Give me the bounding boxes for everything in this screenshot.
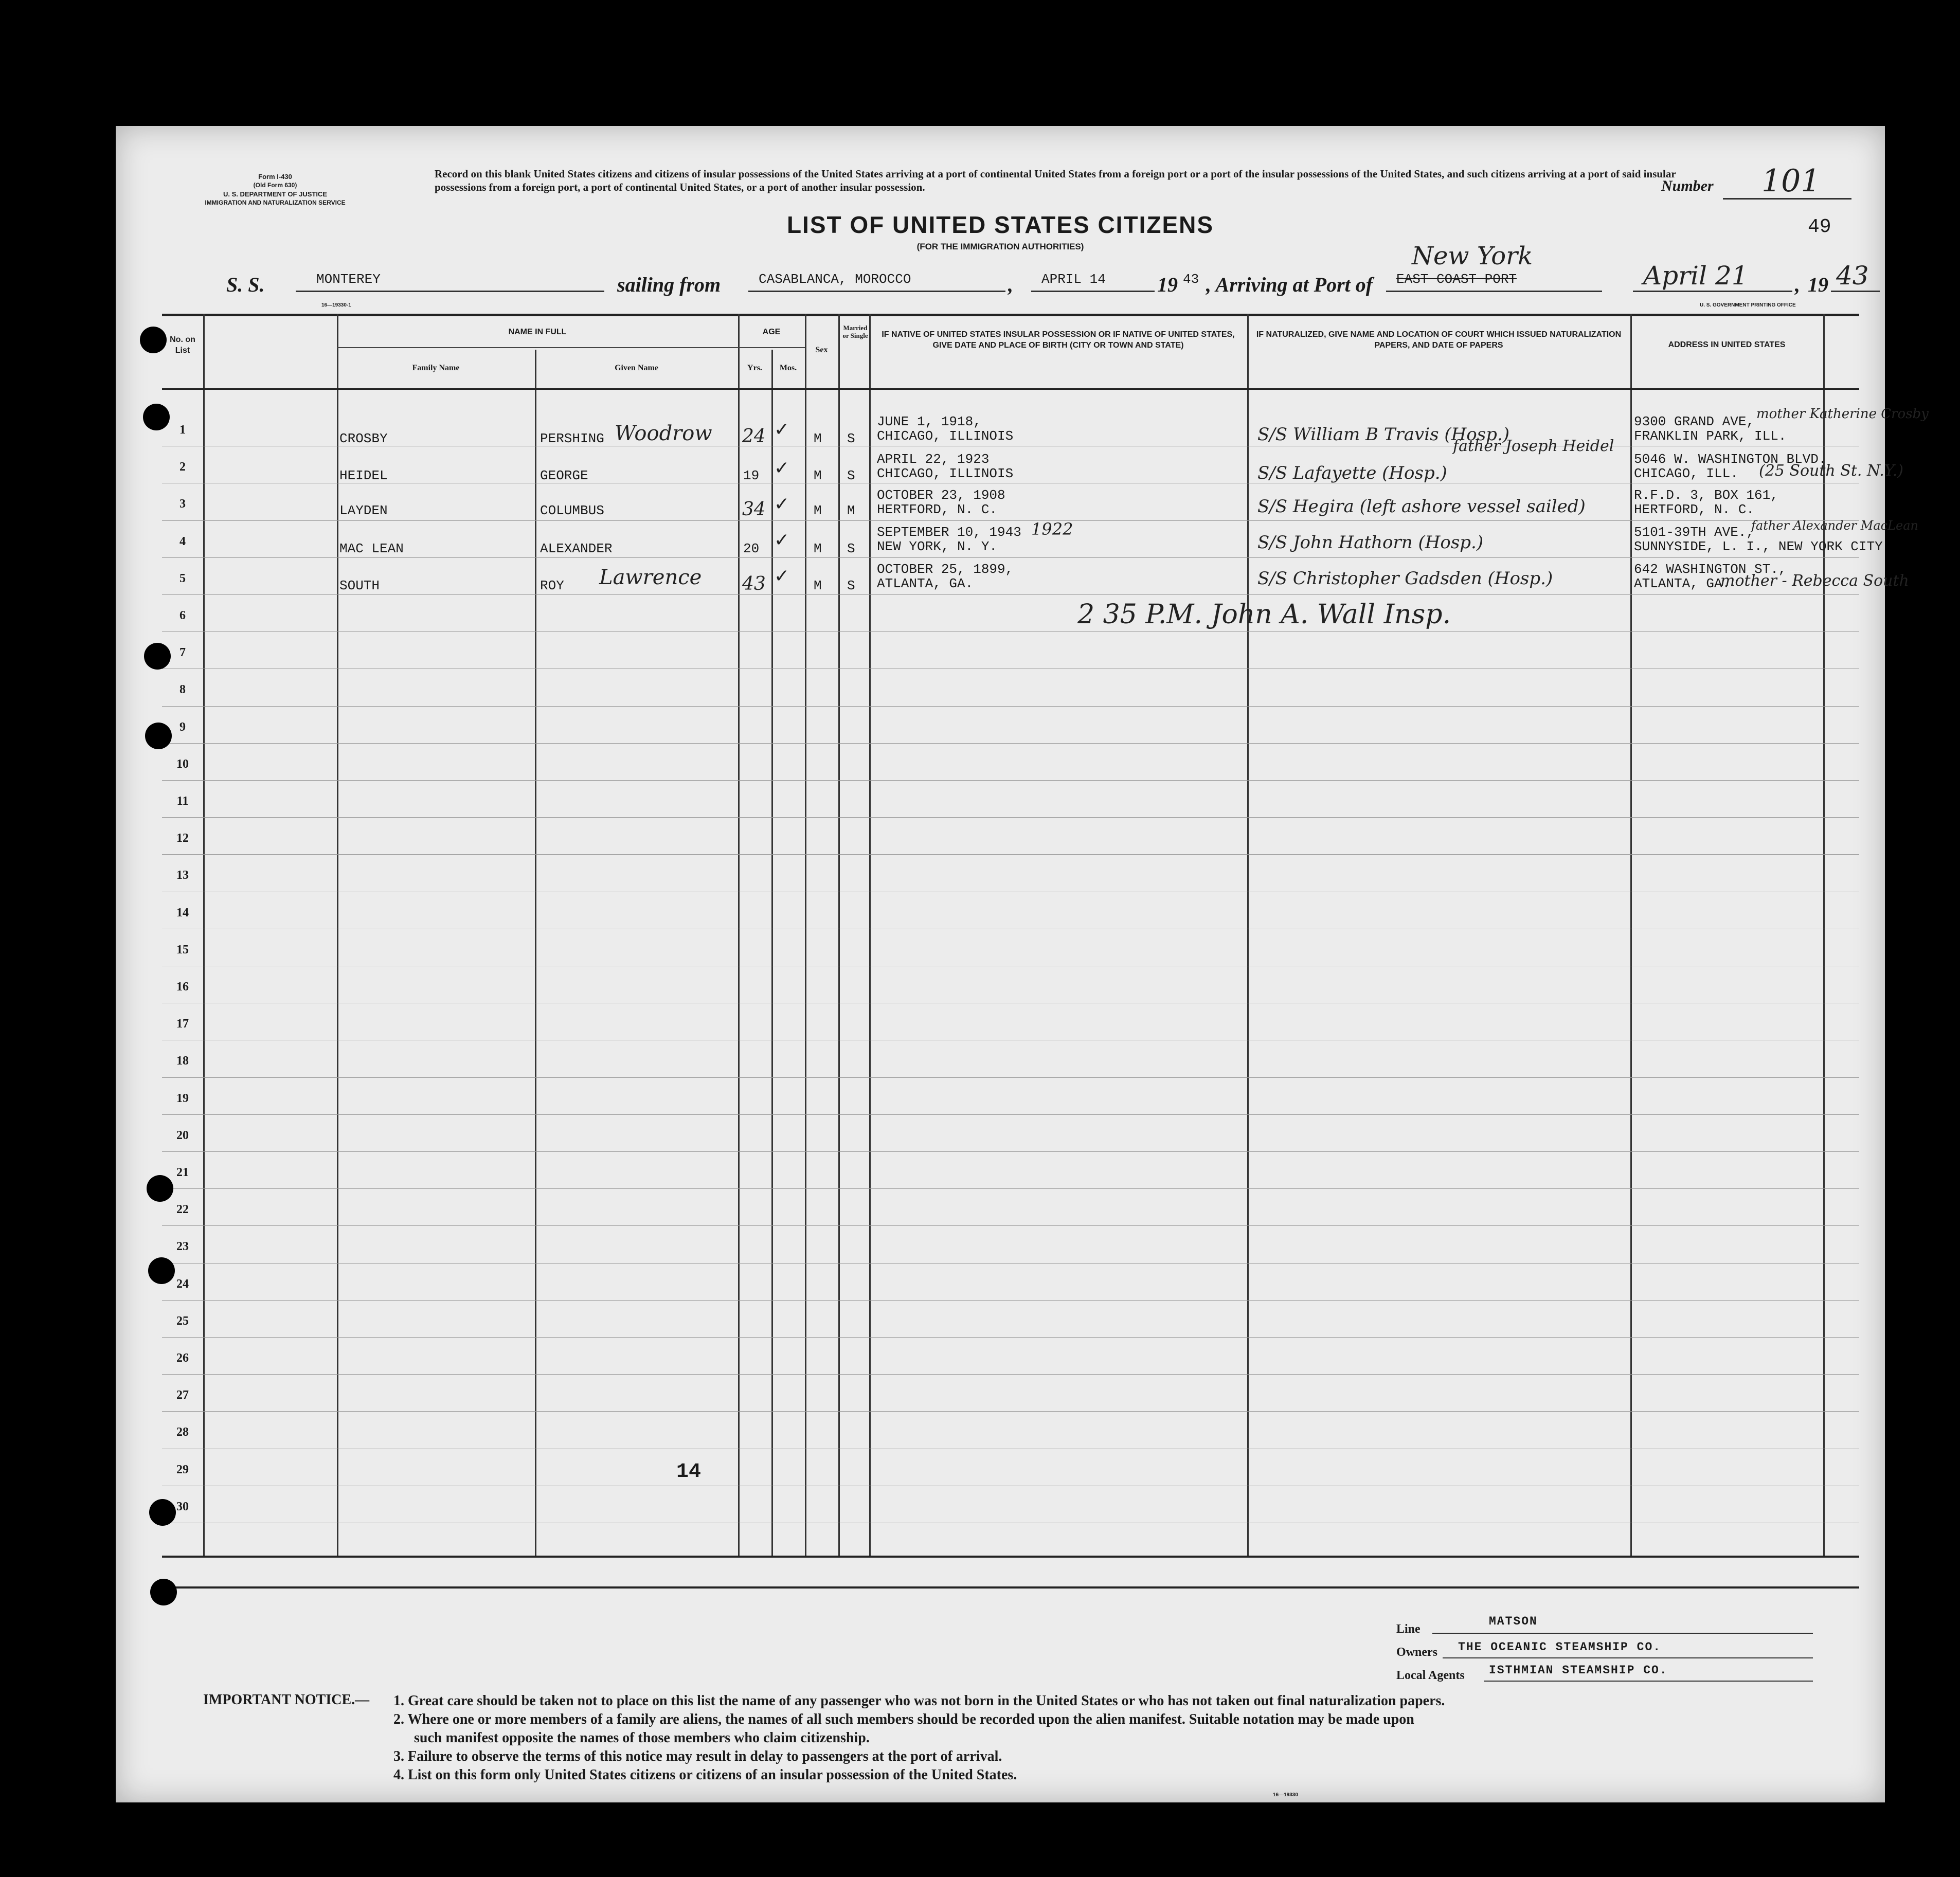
naturalization-note: S/S Lafayette (Hosp.) bbox=[1257, 463, 1447, 483]
check-mark-icon: ✓ bbox=[774, 566, 790, 587]
notice-item-4: 4. List on this form only United States citizens or citizens of an insular possession of the United States. bbox=[393, 1767, 1017, 1783]
row-number: 1 bbox=[179, 423, 186, 437]
row-rule bbox=[162, 1374, 1859, 1375]
page-title: LIST OF UNITED STATES CITIZENS bbox=[786, 211, 1214, 238]
agents-value: ISTHMIAN STEAMSHIP CO. bbox=[1489, 1664, 1668, 1677]
birth-place: HERTFORD, N. C. bbox=[877, 502, 998, 517]
row-number: 26 bbox=[176, 1351, 189, 1365]
header-given-name: Given Name bbox=[615, 364, 658, 372]
header-address: ADDRESS IN UNITED STATES bbox=[1668, 340, 1786, 349]
passenger-table bbox=[162, 314, 1929, 1586]
birth-date: OCTOBER 23, 1908 bbox=[877, 488, 1005, 503]
birth-place: ATLANTA, GA. bbox=[877, 576, 974, 591]
marital-status: S bbox=[847, 541, 855, 556]
sex: M bbox=[814, 578, 822, 593]
marital-status: S bbox=[847, 431, 855, 446]
birth-place: CHICAGO, ILLINOIS bbox=[877, 466, 1014, 481]
port-typed: EAST COAST PORT bbox=[1396, 272, 1517, 287]
header-naturalized: IF NATURALIZED, GIVE NAME AND LOCATION OF COURT WHICH ISSUED NATURALIZATION PAPERS, AND DATE OF PAPERS bbox=[1256, 330, 1622, 350]
marital-status: S bbox=[847, 468, 855, 483]
row-rule bbox=[162, 1263, 1859, 1264]
number-label: Number bbox=[1661, 177, 1714, 194]
row-number: 24 bbox=[176, 1277, 189, 1291]
address-line-1: R.F.D. 3, BOX 161, bbox=[1634, 488, 1778, 503]
row-number: 6 bbox=[179, 609, 186, 622]
header-sex: Sex bbox=[815, 346, 828, 354]
row-rule bbox=[162, 817, 1859, 818]
given-name: PERSHING bbox=[540, 431, 604, 446]
row-number: 10 bbox=[176, 757, 189, 771]
row-rule bbox=[162, 1337, 1859, 1338]
given-name: COLUMBUS bbox=[540, 503, 604, 518]
check-mark-icon: ✓ bbox=[774, 494, 790, 515]
sex: M bbox=[814, 541, 822, 556]
row-number: 30 bbox=[176, 1500, 189, 1513]
notice-item-2-cont: such manifest opposite the names of those members who claim citizenship. bbox=[414, 1730, 870, 1746]
sex: M bbox=[814, 468, 822, 483]
notice-item-1: 1. Great care should be taken not to place on this list the name of any passenger who was not born in the United States or who has not taken out final naturalization papers. bbox=[393, 1693, 1445, 1709]
notice-title: IMPORTANT NOTICE.— bbox=[203, 1692, 370, 1708]
number-value: 101 bbox=[1761, 163, 1821, 199]
punch-hole bbox=[148, 1257, 175, 1284]
check-mark-icon: ✓ bbox=[774, 458, 790, 479]
inspector-signature: 2 35 P.M. John A. Wall Insp. bbox=[1077, 599, 1451, 630]
row-number: 23 bbox=[176, 1240, 189, 1254]
row-number: 18 bbox=[176, 1054, 189, 1068]
naturalization-note: S/S Hegira (left ashore vessel sailed) bbox=[1257, 496, 1586, 517]
family-name: CROSBY bbox=[339, 431, 388, 446]
page-subtitle: (FOR THE IMMIGRATION AUTHORITIES) bbox=[916, 242, 1084, 251]
row-number: 22 bbox=[176, 1203, 189, 1217]
row-rule bbox=[162, 1188, 1859, 1189]
intro-text: Record on this blank United States citizens and citizens of insular possessions of the United States arriving at a port of continental United States from a foreign port or a port of the insular possessions of the United States, and such citizens arriving at a port of said insular possessions from a foreign port, a port of continental United States, or a port of another insular possession. bbox=[435, 168, 1676, 193]
address-handwritten-note: mother Katherine Crosby bbox=[1756, 406, 1929, 422]
header-family-name: Family Name bbox=[412, 364, 460, 372]
age-years: 43 bbox=[742, 573, 766, 594]
arrival-year-prefix: 19 bbox=[1808, 273, 1828, 296]
address-line-2: HERTFORD, N. C. bbox=[1634, 502, 1755, 517]
owners-label: Owners bbox=[1396, 1646, 1437, 1659]
address-line-1: 9300 GRAND AVE, bbox=[1634, 414, 1755, 429]
page-stamp: 49 bbox=[1808, 216, 1831, 238]
row-rule bbox=[162, 631, 1859, 632]
check-mark-icon: ✓ bbox=[774, 419, 790, 440]
line-label: Line bbox=[1396, 1622, 1420, 1636]
birth-year-correction: 1922 bbox=[1031, 519, 1073, 539]
row-rule bbox=[162, 1300, 1859, 1301]
punch-hole bbox=[143, 404, 170, 430]
service-name: IMMIGRATION AND NATURALIZATION SERVICE bbox=[205, 199, 346, 206]
notice-code: 16—19330 bbox=[1273, 1792, 1298, 1798]
naturalization-note: S/S Christopher Gadsden (Hosp.) bbox=[1257, 568, 1553, 589]
row-number: 14 bbox=[176, 906, 189, 919]
row-rule bbox=[162, 706, 1859, 707]
row-number: 7 bbox=[179, 646, 186, 660]
sex: M bbox=[814, 503, 822, 518]
punch-hole bbox=[149, 1499, 176, 1526]
row-rule bbox=[162, 1151, 1859, 1152]
birth-place: NEW YORK, N. Y. bbox=[877, 539, 998, 554]
given-name: ALEXANDER bbox=[540, 541, 613, 556]
address-line-1: 5101-39TH AVE., bbox=[1634, 525, 1755, 540]
row-rule bbox=[162, 780, 1859, 781]
row-number: 19 bbox=[176, 1091, 189, 1105]
row-rule bbox=[162, 520, 1859, 521]
naturalization-note: S/S John Hathorn (Hosp.) bbox=[1257, 532, 1484, 553]
arrival-date: April 21 bbox=[1643, 261, 1748, 291]
notice-items bbox=[393, 1692, 1885, 1784]
agents-label: Local Agents bbox=[1396, 1669, 1465, 1682]
header-name-in-full: NAME IN FULL bbox=[508, 328, 567, 336]
manifest-page: Form I-430 (Old Form 630) U. S. DEPARTMENT OF JUSTICE IMMIGRATION AND NATURALIZATION SERVICE Record on this blank United States citizens and citizens of insular possessions of the United States arriving at a port of continental United States from a foreign port or a port of the insular possessions of the United States, and such citizens arriving at a port of said insular possessions from a foreign port, a port of continental United States, or a port of another insular possession. Number 101 49 LIST OF UNITED STATES CITIZENS (FOR THE IMMIGRATION AUTHORITIES) S. S. MONTEREY sailing from CASABLANCA, MOROCCO , APRIL 14 19 43 , Arriving at Port of EAST COAST PORT New York April 21 , 19 43 16—19330-1 U. S. GOVERNMENT PRINTING OFFICE No. on List NAME IN FULL Family Name Given Name AGE Yrs. Mos. Sex Married or Single IF NATIVE OF UNITED STATES INSULAR POSSESSION OR IF NATIVE OF UNITED STATES, GIVE DATE AND PLACE OF BIRTH (CITY OR TOWN AND STATE) IF NATURALIZED, GIVE NAME AND LOCATION OF COURT WHICH ISSUED NATURALIZATION PAPERS, AND DATE OF PAPERS ADDRESS IN UNITED STATES 1 2 3 4 5 6 7 8 9 10 11 12 13 14 15 16 17 18 19 20 21 22 23 24 25 26 27 28 29 30 CROSBY PERSHING Woodrow 24 ✓ M S JUNE 1, 1918, CHICAGO, ILLINOIS S/S William B Travis (Hosp.) 9300 GRAND AVE, mother Katherine Crosby FRANKLIN PARK, ILL. HEIDEL GEORGE 19 ✓ M S APRIL 22, 1923 CHICAGO, ILLINOIS S/S Lafayette (Hosp.) 5046 W. WASHINGTON BLVD. father Joseph Heidel CHICAGO, ILL. (25 South St. N.Y.) LAYDEN COLUMBUS 34 ✓ M M OCTOBER 23, 1908 HERTFORD, N. C. S/S Hegira (left ashore vessel sailed) R.F.D. 3, BOX 161, HERTFORD, N. C. MAC LEAN ALEXANDER 20 ✓ M S SEPTEMBER 10, 1943 1922 NEW YORK, N. Y. S/S John Hathorn (Hosp.) 5101-39TH AVE., father Alexander MacLean SUNNYSIDE, L. I., NEW YORK CITY SOUTH ROY Lawrence 43 ✓ M S OCTOBER 25, 1899, ATLANTA, GA. S/S Christopher Gadsden (Hosp.) 642 WASHINGTON ST., ATLANTA, GA. mother - Rebecca South 2 35 P.M. John A. Wall Insp. 14 Line MATSON Owners THE OCEANIC STEAMSHIP CO. Local Agents ISTHMIAN STEAMSHIP CO. IMPORTANT NOTICE.— 1. Great care should be taken not to place on this list the name of any passenger who was not born in the United States or who has not taken out final naturalization papers. 2. Where one or more members of a family are aliens, the names of all such members should be recorded upon the alien manifest. Suitable notation may be made upon such manifest opposite the names of those members who claim citizenship. 3. Failure to observe the terms of this notice may result in delay to passengers at the port of arrival. 4. List on this form only United States citizens or citizens of an insular possession of the United States. 16—19330 bbox=[116, 126, 1885, 1802]
address-line-2: SUNNYSIDE, L. I., NEW YORK CITY bbox=[1634, 539, 1883, 554]
row-number: 17 bbox=[176, 1017, 189, 1031]
row-number: 27 bbox=[176, 1388, 189, 1402]
sailing-from-port: CASABLANCA, MOROCCO bbox=[759, 272, 911, 287]
birth-date: APRIL 22, 1923 bbox=[877, 452, 990, 467]
header-married-single: Married or Single bbox=[842, 324, 868, 339]
sex: M bbox=[814, 431, 822, 446]
row-number: 8 bbox=[179, 683, 186, 697]
punch-hole bbox=[147, 1175, 173, 1202]
row-rule bbox=[162, 1225, 1859, 1226]
ship-name: MONTEREY bbox=[316, 272, 381, 287]
count-stamp: 14 bbox=[676, 1460, 702, 1484]
header-mos: Mos. bbox=[779, 364, 797, 372]
form-number: Form I-430 bbox=[258, 173, 292, 181]
punch-hole bbox=[150, 1579, 177, 1605]
row-number: 20 bbox=[176, 1128, 189, 1142]
given-name-handwritten: Lawrence bbox=[599, 566, 702, 589]
birth-date: OCTOBER 25, 1899, bbox=[877, 562, 1014, 577]
row-rule bbox=[162, 854, 1859, 855]
department-name: U. S. DEPARTMENT OF JUSTICE bbox=[223, 190, 327, 198]
punch-hole bbox=[145, 723, 172, 749]
address-line-2: ATLANTA, GA. bbox=[1634, 576, 1731, 591]
row-number: 29 bbox=[176, 1463, 189, 1476]
row-number: 9 bbox=[179, 720, 186, 734]
sail-year-suffix: 43 bbox=[1183, 272, 1199, 287]
row-rule bbox=[162, 594, 1859, 595]
notice-item-2: 2. Where one or more members of a family are aliens, the names of all such members should be recorded upon the alien manifest. Suitable notation may be made upon bbox=[393, 1711, 1414, 1727]
row-rule bbox=[162, 743, 1859, 744]
address-line-1: 5046 W. WASHINGTON BLVD. bbox=[1634, 452, 1827, 467]
address-handwritten-note-2: mother - Rebecca South bbox=[1720, 572, 1909, 590]
given-name-handwritten: Woodrow bbox=[615, 422, 712, 445]
header-native: IF NATIVE OF UNITED STATES INSULAR POSSESSION OR IF NATIVE OF UNITED STATES, GIVE DATE AND PLACE OF BIRTH (CITY OR TOWN AND STATE) bbox=[882, 330, 1235, 350]
age-years: 20 bbox=[743, 541, 760, 556]
family-name: LAYDEN bbox=[339, 503, 388, 518]
age-years: 19 bbox=[743, 468, 760, 483]
address-handwritten-note: father Joseph Heidel bbox=[1453, 437, 1614, 455]
address-line-1: 642 WASHINGTON ST., bbox=[1634, 562, 1787, 577]
port-handwritten: New York bbox=[1412, 242, 1533, 270]
ss-label: S. S. bbox=[226, 273, 265, 296]
row-rule bbox=[162, 1114, 1859, 1115]
marital-status: M bbox=[847, 503, 855, 518]
arrival-year-suffix: 43 bbox=[1836, 261, 1869, 291]
naturalization-note: S/S William B Travis (Hosp.) bbox=[1257, 424, 1510, 445]
age-years: 34 bbox=[742, 499, 766, 520]
given-name: GEORGE bbox=[540, 468, 588, 483]
birth-date: SEPTEMBER 10, 1943 bbox=[877, 525, 1021, 540]
row-number: 21 bbox=[176, 1166, 189, 1179]
row-number: 3 bbox=[179, 497, 186, 511]
punch-hole bbox=[140, 327, 167, 353]
row-rule bbox=[162, 1077, 1859, 1078]
header-no-on-list: No. on List bbox=[170, 335, 195, 355]
punch-hole bbox=[144, 643, 171, 670]
row-number: 16 bbox=[176, 980, 189, 994]
family-name: SOUTH bbox=[339, 578, 380, 593]
notice-item-3: 3. Failure to observe the terms of this notice may result in delay to passengers at the port of arrival. bbox=[393, 1748, 1002, 1764]
address-handwritten-note: father Alexander MacLean bbox=[1751, 518, 1919, 533]
row-number: 12 bbox=[176, 832, 189, 845]
birth-place: CHICAGO, ILLINOIS bbox=[877, 428, 1014, 444]
row-rule bbox=[162, 557, 1859, 558]
given-name: ROY bbox=[540, 578, 564, 593]
row-number: 28 bbox=[176, 1425, 189, 1439]
header-age: AGE bbox=[762, 328, 781, 336]
form-identifier bbox=[162, 172, 388, 207]
old-form-number: (Old Form 630) bbox=[253, 182, 297, 189]
marital-status: S bbox=[847, 578, 855, 593]
row-number: 25 bbox=[176, 1314, 189, 1328]
birth-date: JUNE 1, 1918, bbox=[877, 414, 981, 429]
line-value: MATSON bbox=[1489, 1615, 1538, 1628]
family-name: MAC LEAN bbox=[339, 541, 404, 556]
row-number: 4 bbox=[179, 534, 186, 548]
check-mark-icon: ✓ bbox=[774, 530, 790, 551]
row-number: 13 bbox=[176, 869, 189, 882]
row-number: 2 bbox=[179, 460, 186, 474]
sail-year-prefix: 19 bbox=[1157, 273, 1178, 296]
address-line-2: CHICAGO, ILL. bbox=[1634, 466, 1738, 481]
address-line-2: FRANKLIN PARK, ILL. bbox=[1634, 428, 1787, 444]
owners-value: THE OCEANIC STEAMSHIP CO. bbox=[1458, 1640, 1662, 1654]
sailing-from-label: sailing from bbox=[617, 273, 721, 296]
row-number: 15 bbox=[176, 943, 189, 956]
row-number: 11 bbox=[176, 795, 189, 808]
print-code: 16—19330-1 bbox=[321, 302, 351, 308]
printing-office: U. S. GOVERNMENT PRINTING OFFICE bbox=[1700, 302, 1796, 308]
row-number: 5 bbox=[179, 571, 186, 585]
address-handwritten-note-2: (25 South St. N.Y.) bbox=[1759, 462, 1903, 480]
family-name: HEIDEL bbox=[339, 468, 388, 483]
header-yrs: Yrs. bbox=[747, 364, 762, 372]
row-rule bbox=[162, 1411, 1859, 1412]
sail-date: APRIL 14 bbox=[1041, 272, 1106, 287]
age-years: 24 bbox=[742, 426, 766, 447]
arriving-label: , Arriving at Port of bbox=[1206, 273, 1373, 296]
